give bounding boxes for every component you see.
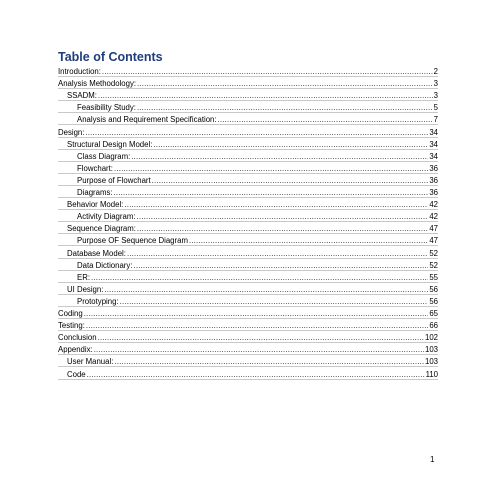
toc-entry[interactable]	[58, 64, 438, 76]
dot-leader	[152, 176, 429, 185]
toc-entry[interactable]	[58, 306, 438, 318]
toc-entry-title: Feasibility Study:	[77, 103, 136, 113]
dot-leader	[91, 273, 428, 282]
toc-entry[interactable]	[58, 318, 438, 330]
dot-leader	[98, 333, 424, 342]
toc-entry-title: Purpose of Flowchart	[77, 175, 151, 185]
toc-entry-title: Coding	[58, 309, 83, 318]
toc-heading: Table of Contents	[58, 50, 163, 64]
toc-entry[interactable]	[58, 76, 438, 88]
dot-leader	[218, 115, 433, 124]
toc-entry-title: ER:	[77, 272, 90, 282]
dot-leader	[133, 261, 428, 270]
dot-leader	[124, 200, 428, 209]
toc-entry[interactable]	[67, 88, 438, 100]
toc-entry-page: 66	[429, 321, 438, 331]
toc-entry-page: 102	[424, 333, 438, 343]
toc-entry-page: 65	[429, 309, 438, 318]
toc-entry-title: Diagrams:	[77, 188, 113, 197]
dot-leader	[137, 224, 428, 233]
toc-entry-page: 36	[429, 175, 438, 185]
toc-entry-title: Database Model:	[67, 248, 126, 258]
toc-entry-page: 7	[433, 115, 438, 125]
toc-entry-title: Sequence Diagram:	[67, 224, 136, 234]
toc-entry-page: 34	[429, 139, 438, 149]
toc-entry-title: Appendix:	[58, 345, 93, 355]
dot-leader	[98, 91, 433, 100]
toc-entry-page: 3	[433, 91, 438, 101]
toc-entry-page: 103	[424, 345, 438, 355]
toc-entry[interactable]	[67, 367, 438, 379]
dot-leader	[84, 309, 429, 318]
toc-entry-page: 56	[429, 284, 438, 294]
dot-leader	[189, 236, 428, 245]
toc-entry[interactable]	[77, 294, 438, 306]
dot-leader	[131, 152, 428, 161]
toc-entry-page: 103	[424, 357, 438, 367]
toc-entry-page: 2	[433, 67, 438, 76]
toc-entry-title: Conclusion	[58, 333, 97, 343]
toc-entry[interactable]	[77, 112, 438, 124]
toc-entry-page: 36	[429, 163, 438, 173]
toc-entry-page: 36	[429, 188, 438, 197]
toc-entry-page: 34	[429, 151, 438, 161]
toc-entry-title: Testing:	[58, 321, 85, 331]
toc-entry-title: Code	[67, 369, 86, 379]
toc-entry[interactable]	[77, 185, 438, 197]
dot-leader	[86, 321, 428, 330]
toc-entry-title: Behavior Model:	[67, 200, 124, 210]
toc-entry[interactable]	[67, 221, 438, 233]
toc-entry[interactable]	[58, 342, 438, 354]
toc-entry[interactable]	[77, 270, 438, 282]
toc-entry-title: Analysis Methodology:	[58, 79, 137, 89]
dot-leader	[120, 297, 429, 306]
toc-entry-page: 47	[429, 236, 438, 246]
toc-entry-title: User Manual:	[67, 357, 114, 367]
toc-entry-title: Introduction:	[58, 67, 101, 76]
toc-entry[interactable]	[77, 161, 438, 173]
dot-leader	[114, 188, 429, 197]
toc-entry-page: 42	[429, 200, 438, 210]
dot-leader	[127, 249, 428, 258]
toc-entry-page: 5	[433, 103, 438, 113]
toc-entry-title: Structural Design Model:	[67, 139, 153, 149]
toc-entry[interactable]	[58, 330, 438, 342]
dot-leader	[104, 285, 428, 294]
toc-entry-page: 3	[433, 79, 438, 89]
toc-entry-page: 47	[429, 224, 438, 234]
dot-leader	[102, 67, 433, 76]
toc-entry[interactable]	[77, 173, 438, 185]
toc-entry-page: 34	[429, 127, 438, 137]
toc-entry-page: 52	[429, 260, 438, 270]
toc-entry-page: 56	[429, 296, 438, 306]
dot-leader	[94, 345, 424, 354]
dot-leader	[153, 140, 428, 149]
toc-entry-title: SSADM:	[67, 91, 97, 101]
toc-entry[interactable]	[77, 233, 438, 245]
dot-leader	[137, 212, 429, 221]
toc-entry-title: UI Design:	[67, 284, 104, 294]
toc-entry-title: Class Diagram:	[77, 151, 131, 161]
toc-entry-title: Analysis and Requirement Specification:	[77, 115, 217, 125]
toc-entry-title: Data Dictionary:	[77, 260, 133, 270]
page-number: 1	[430, 455, 435, 464]
toc-entry[interactable]	[58, 125, 438, 137]
toc-entry[interactable]	[67, 354, 438, 366]
toc-entry-title: Purpose OF Sequence Diagram	[77, 236, 188, 246]
dot-leader	[85, 128, 428, 137]
toc-entry-page: 55	[429, 272, 438, 282]
toc-entry[interactable]	[77, 209, 438, 221]
dot-leader	[114, 164, 428, 173]
dot-leader	[114, 357, 424, 366]
toc-entry[interactable]	[67, 137, 438, 149]
toc-entry-page: 42	[429, 212, 438, 222]
row-divider	[58, 379, 438, 380]
toc-entry[interactable]	[77, 258, 438, 270]
toc-entry[interactable]	[67, 282, 438, 294]
toc-entry-title: Activity Diagram:	[77, 212, 136, 222]
dot-leader	[137, 79, 433, 88]
toc-entry[interactable]	[67, 197, 438, 209]
toc-entry[interactable]	[67, 246, 438, 258]
toc-entry-title: Design:	[58, 127, 85, 137]
toc-entry-title: Flowchart:	[77, 163, 113, 173]
toc-entry[interactable]	[77, 149, 438, 161]
toc-entry-page: 110	[425, 369, 438, 379]
dot-leader	[137, 103, 433, 112]
dot-leader	[87, 370, 425, 379]
toc-entry-title: Prototyping:	[77, 296, 119, 306]
toc-entry-page: 52	[429, 248, 438, 258]
toc-entry[interactable]	[77, 100, 438, 112]
